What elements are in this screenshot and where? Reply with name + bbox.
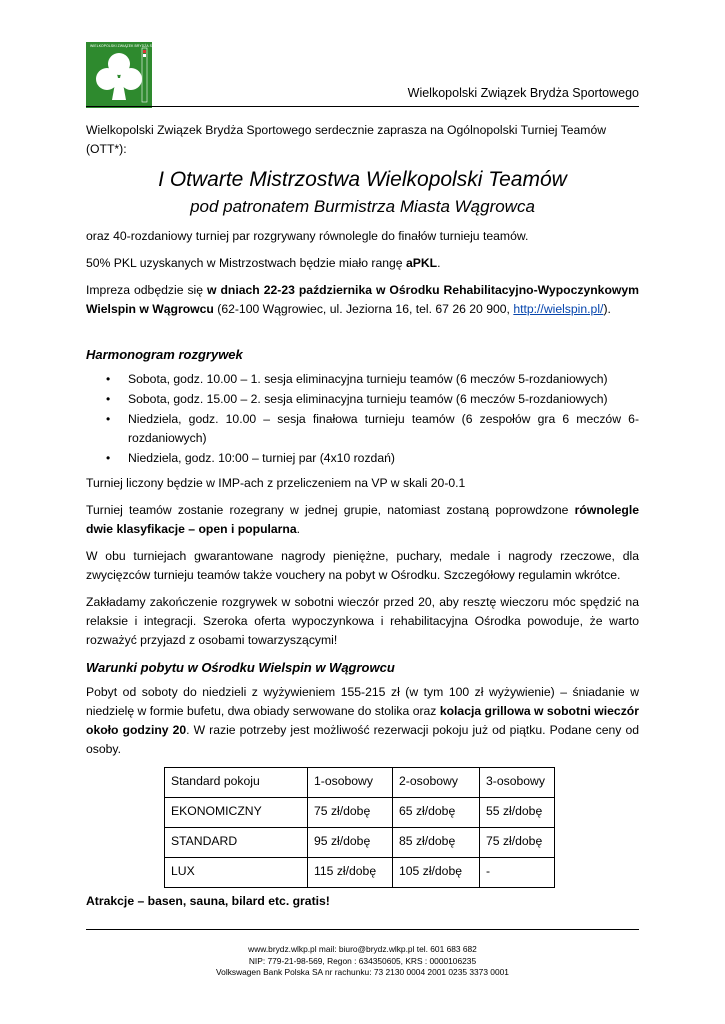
event-lead: Impreza odbędzie się <box>86 283 207 297</box>
schedule-list <box>86 370 639 468</box>
table-row <box>165 858 555 888</box>
pkl-paragraph <box>86 254 639 273</box>
header-organization: Wielkopolski Związek Brydża Sportowego <box>407 86 639 100</box>
scoring-paragraph: Turniej liczony będzie w IMP-ach z przeliczeniem na VP w skali 20-0.1 <box>86 476 466 490</box>
prizes-paragraph: W obu turniejach gwarantowane nagrody pieniężne, puchary, medale i nagrody rzeczowe, dla zwycięzców turnieju teamów także vouchery na pobyt w Ośrodku. Szczegółowy regulamin wkrótce. <box>86 549 639 582</box>
bullet-icon: • <box>106 392 111 406</box>
attractions-line: Atrakcje – basen, sauna, bilard etc. gratis! <box>86 894 330 908</box>
schedule-item <box>106 410 639 448</box>
pkl-end: . <box>437 256 441 270</box>
footer-bank: Volkswagen Bank Polska SA nr rachunku: 73 2130 0004 2001 0235 3373 0001 <box>216 967 509 977</box>
classification-bold: równolegle dwie klasyfikacje – open i popularna <box>86 503 639 536</box>
table-cell: - <box>480 858 555 888</box>
footer-registration: NIP: 779-21-98-569, Regon : 634350605, KRS : 0000106235 <box>248 955 477 966</box>
event-address: (62-100 Wągrowiec, ul. Jeziorna 16, tel. 67 26 20 900, <box>213 302 514 316</box>
pkl-rank: aPKL <box>405 256 438 270</box>
schedule-item <box>106 449 639 468</box>
pairs-note: oraz 40-rozdaniowy turniej par rozgrywany równolegle do finałów turnieju teamów. <box>86 229 529 243</box>
event-when-where: w dniach 22-23 października w Ośrodku Rehabilitacyjno-Wypoczynkowym Wielspin w Wągrowcu <box>86 283 639 316</box>
bullet-icon: • <box>106 372 111 386</box>
table-cell: EKONOMICZNY <box>165 798 308 828</box>
spacer <box>86 327 639 345</box>
schedule-heading: Harmonogram rozgrywek <box>86 347 243 362</box>
schedule-item <box>106 390 639 409</box>
footer <box>86 944 639 979</box>
header-divider <box>86 106 639 107</box>
table-cell: LUX <box>165 858 308 888</box>
document-subtitle: pod patronatem Burmistrza Miasta Wągrowca <box>190 197 535 216</box>
schedule-item-text: Niedziela, godz. 10:00 – turniej par (4x10 rozdań) <box>128 451 395 465</box>
table-row <box>165 828 555 858</box>
table-header-cell: 2-osobowy <box>393 768 480 798</box>
schedule-item-text: Sobota, godz. 10.00 – 1. sesja eliminacyjna turnieju teamów (6 meczów 5-rozdaniowych) <box>128 372 608 386</box>
stay-paragraph <box>86 683 639 759</box>
club-symbol-icon <box>86 42 152 108</box>
stay-text-1: Pobyt od soboty do niedzieli z wyżywieniem 155-215 zł (w tym 100 zł wyżywienie) – śniadanie w niedzielę w formie bufetu, dwa obiady serwowane do stolika oraz <box>86 685 639 718</box>
document-title: I Otwarte Mistrzostwa Wielkopolski Teamów <box>158 168 567 191</box>
table-cell: 75 zł/dobę <box>308 798 393 828</box>
table-cell: 65 zł/dobę <box>393 798 480 828</box>
table-cell: 95 zł/dobę <box>308 828 393 858</box>
table-header-cell: 1-osobowy <box>308 768 393 798</box>
table-cell: 75 zł/dobę <box>480 828 555 858</box>
main-content <box>86 121 639 919</box>
logo-text: WIELKOPOLSKI ZWIĄZEK BRYDŻA SPORTOWEGO <box>90 44 176 48</box>
table-cell: STANDARD <box>165 828 308 858</box>
event-paragraph <box>86 281 639 319</box>
table-cell: 55 zł/dobę <box>480 798 555 828</box>
table-cell: 105 zł/dobę <box>393 858 480 888</box>
schedule-item <box>106 370 639 389</box>
ending-paragraph: Zakładamy zakończenie rozgrywek w sobotni wieczór przed 20, aby resztę wieczoru móc spędzić na relaksie i integracji. Szeroka oferta wypoczynkowa i rehabilitacyjna Ośrodka powoduje, że warto rozważyć przyjazd z osobami towarzyszącymi! <box>86 595 639 647</box>
table-cell: 85 zł/dobę <box>393 828 480 858</box>
table-header-cell: Standard pokoju <box>165 768 308 798</box>
event-end: ). <box>603 302 611 316</box>
table-header-row <box>165 768 555 798</box>
footer-contact: www.brydz.wlkp.pl mail: biuro@brydz.wlkp.pl tel. 601 683 682 <box>248 944 477 954</box>
wielspin-link[interactable]: http://wielspin.pl/ <box>513 302 604 316</box>
stay-bold: kolacja grillowa w sobotni wieczór około godziny 20 <box>86 704 639 737</box>
classification-text: Turniej teamów zostanie rozegrany w jednej grupie, natomiast zostaną poprowdzone <box>86 503 575 517</box>
classification-paragraph <box>86 501 639 539</box>
table-header-cell: 3-osobowy <box>480 768 555 798</box>
table-row <box>165 798 555 828</box>
bullet-icon: • <box>106 451 111 465</box>
classification-end: . <box>296 522 301 536</box>
pkl-text: 50% PKL uzyskanych w Mistrzostwach będzie miało rangę <box>86 256 406 270</box>
bullet-icon: • <box>106 412 111 426</box>
stay-text-2: . W razie potrzeby jest możliwość rezerwacji pokoju już od piątku. Podane ceny od osoby. <box>86 723 639 756</box>
schedule-item-text: Sobota, godz. 15.00 – 2. sesja eliminacyjna turnieju teamów (6 meczów 5-rozdaniowych) <box>128 392 608 406</box>
prices-table <box>164 767 555 888</box>
table-cell: 115 zł/dobę <box>308 858 393 888</box>
schedule-item-text: Niedziela, godz. 10.00 – sesja finałowa turnieju teamów (6 zespołów gra 6 meczów 6-rozdaniowych) <box>128 412 639 445</box>
intro-paragraph: Wielkopolski Związek Brydża Sportowego serdecznie zaprasza na Ogólnopolski Turniej Teamów (OTT*): <box>86 123 607 156</box>
club-logo <box>86 42 176 108</box>
stay-heading: Warunki pobytu w Ośrodku Wielspin w Wągrowcu <box>86 660 395 675</box>
footer-divider <box>86 929 639 930</box>
